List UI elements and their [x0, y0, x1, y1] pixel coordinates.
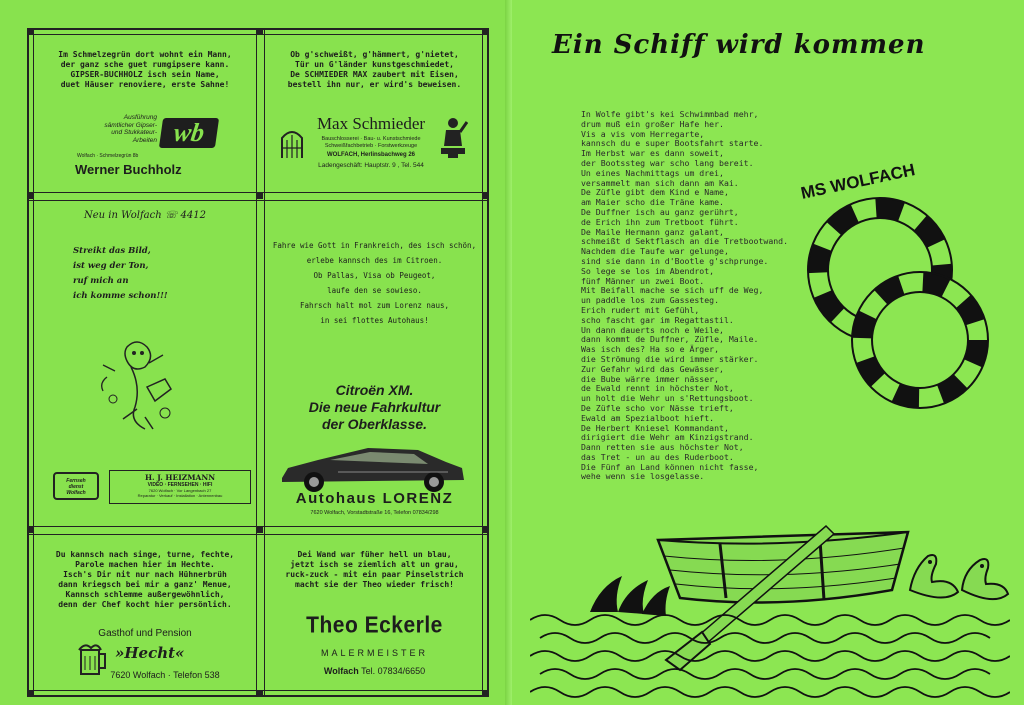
ad-verse: Ob g'schweißt, g'hämmert, g'nietet, Tür un G'länder kunstgeschmiedet, De SCHMIEDER MAX zaubert mit Eisen, bestell ihn nur, er wird's beweisen.	[287, 50, 462, 89]
ad-schmieder	[266, 38, 483, 190]
cartoon-illustration-icon	[87, 327, 197, 437]
ad-services: Bauschlosserei · Bau- u. Kunstschmiede Schweißfachbetrieb · Forstwerkzeuge	[321, 136, 421, 149]
ad-company-name: Werner Buchholz	[75, 162, 182, 177]
ad-city: Wolfach	[323, 666, 359, 676]
ad-contact-box	[109, 470, 251, 504]
ad-address: 7620 Wolfach, Vorstadtstraße 16, Telefon 07834/298	[310, 510, 439, 516]
ad-company-name: H. J. HEIZMANN	[144, 473, 216, 482]
boat-scene-icon	[530, 520, 1010, 700]
ad-verse: Im Schmelzegrün dort wohnt ein Mann, der ganz sche guet rumgipsere kann. GIPSER-BUCHHOLZ isch sein Name, duet Häuser renoviere, erste Sahne!	[58, 50, 232, 89]
ad-heizmann	[37, 202, 253, 524]
ad-verse: Du kannsch nach singe, turne, fechte, Parole machen hier im Hechte. Isch's Dir nit nur nach Hühnerbrüh dann kriegsch bei mir a ganz' Menue, Kannsch schlemme außergewöhnlich, denn der Chef kocht hier persönlich.	[55, 550, 235, 609]
ad-verse: Fahre wie Gott in Frankreich, des isch schön, erlebe kannsch des im Citroen. Ob Pallas, Visa ob Peugeot, laufe den se sowieso. Fahrsch halt mol zum Lorenz naus, in sei flottes Autohaus!	[272, 241, 477, 325]
ad-headline: Citroën XM. Die neue Fahrkultur der Oberklasse.	[308, 382, 441, 432]
ad-trade: MALERMEISTER	[320, 648, 428, 658]
ad-address: 7620 Wolfach · Vor Langenbach 27	[148, 488, 212, 493]
ad-phone: Tel. 07834/6650	[361, 666, 426, 676]
ad-small-print: Reparatur · Verkauf · Installation · Antennenbau	[137, 493, 223, 498]
tv-logo-icon: Fernseh dienst Wolfach	[53, 472, 99, 500]
ad-address: WOLFACH, Herlinsbachweg 26	[326, 152, 416, 158]
ad-shop: Ladengeschäft: Hauptstr. 9 , Tel. 544	[318, 162, 424, 169]
ship-label: MS WOLFACH	[799, 160, 917, 203]
ad-eckerle	[266, 536, 483, 688]
ad-grid-frame	[27, 28, 489, 697]
page-title: Ein Schiff wird kommen	[552, 30, 926, 60]
car-icon	[278, 442, 468, 494]
ad-company-name: Theo Eckerle	[306, 612, 443, 639]
ad-services: Ausführung sämtlicher Gipser- und Stukkateur- Arbeiten	[104, 114, 157, 144]
ad-company-name: »Hecht«	[115, 644, 185, 662]
blacksmith-icon	[438, 116, 468, 158]
ad-verse: Dei Wand war füher hell un blau, jetzt isch se ziemlich alt un grau, ruck-zuck - mit ein paar Pinselstrich macht sie der Theo wieder frisch!	[285, 550, 464, 589]
ad-company-name: Autohaus LORENZ	[295, 490, 454, 507]
ad-type: Gasthof und Pension	[98, 628, 192, 639]
ad-address: 7620 Wolfach · Telefon 538	[110, 670, 220, 680]
wb-logo: wb	[159, 118, 219, 148]
grid-divider	[256, 30, 265, 695]
ad-lorenz	[266, 202, 483, 524]
gate-icon	[280, 126, 304, 158]
ad-header: Neu in Wolfach ☏ 4412	[84, 210, 206, 221]
lifebuoy-icon	[800, 180, 1010, 425]
ad-company-name: Max Schmieder	[316, 114, 426, 133]
ad-address: Wolfach · Schmelzegrün 8b	[77, 153, 139, 159]
ad-buchholz	[37, 38, 253, 190]
ad-services: VIDEO · FERNSEHEN · HIFI	[147, 482, 213, 488]
ad-hecht	[37, 536, 253, 688]
ad-slogan: Streikt das Bild, ist weg der Ton, ruf mich an ich komme schon!!!	[73, 246, 168, 301]
poem-text: In Wolfe gibt's kei Schwimmbad mehr, drum muß ein großer Hafe her. Vis a vis vom Herregarte, kannsch du e super Bootsfahrt starte. Im Herbst war es dann soweit, der Bootssteg war scho lang bereit. Un eines Nachmittags um drei, versammelt man sich dann am Kai. De Züfle gibt dem Kind e Name, am Maier scho die Träne kame. De Duffner isch au ganz gerührt, de Erich ihn zum Tretboot führt. De Maile Hermann ganz galant, schmeißt d Sektflasch an die Tretbootwand. Nachdem die Taufe war gelunge, sind sie dann in d'Bootle g'schprunge. So lege se los im Abendrot, fünf Männer un zwei Boot. Mit Beifall mache se sich uff de Weg, un paddle los zum Gassesteg. Erich rudert mit Gefühl, scho fascht gar im Regattastil. Un dann dauerts noch e Weile, dann kommt de Duffner, Züfle, Maile. Was isch des? Ha so e Ärger, die Strömung die wird immer stärker. Zur Gefahr wird das Gewässer, die Bube wärre immer nässer, de Ewald rennt in höchster Not, un holt die Wehr un s'Rettungsboot. De Züfle scho vor Nässe trieft, Ewald am Spezialboot hieft. De Herbert Kniesel Kommandant, dirigiert die Wehr am Kinzigstrand. Dann retten sie aus höchster Not, das Tret - un au des Ruderboot. Die Fünf an Land können nicht fasse, wehe wenn sie losgelasse.	[581, 109, 789, 482]
